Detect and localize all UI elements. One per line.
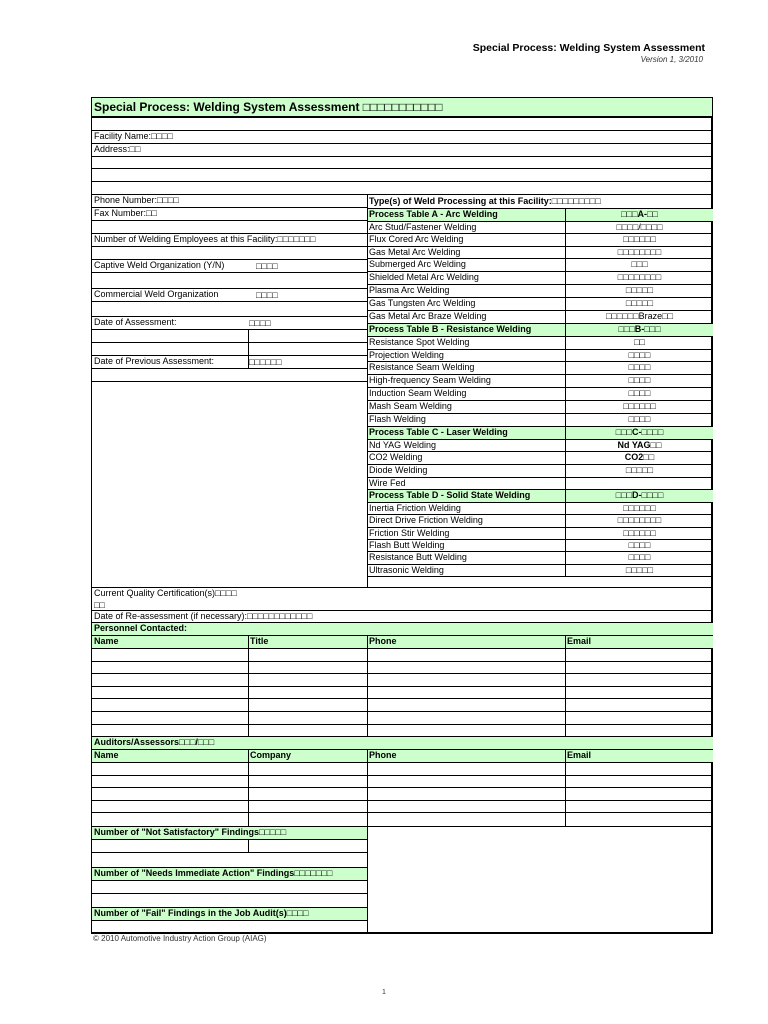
h-rule <box>92 622 713 623</box>
h-rule <box>92 143 713 144</box>
h-rule <box>367 233 713 234</box>
date-assessment-label: Date of Assessment: <box>94 317 177 327</box>
commercial-label: Commercial Weld Organization <box>94 289 219 299</box>
process-name-cn: □□□D-□□□□ <box>615 490 664 500</box>
process-name[interactable]: Direct Drive Friction Welding <box>369 515 483 525</box>
auditors-col-name: Name <box>92 749 248 762</box>
v-rule <box>565 208 566 576</box>
h-rule <box>92 762 713 763</box>
process-name-cn: □□□ <box>631 259 648 269</box>
h-rule <box>92 355 367 356</box>
h-rule <box>92 220 367 221</box>
process-name-cn: □□ <box>634 337 645 347</box>
h-rule <box>367 349 713 350</box>
process-name-cn: □□□□ <box>628 375 651 385</box>
h-rule <box>92 368 367 369</box>
h-rule <box>92 736 713 737</box>
process-name-cn: □□□□ <box>628 540 651 550</box>
h-rule <box>92 635 713 636</box>
v-rule <box>248 749 249 826</box>
h-rule <box>367 271 713 272</box>
page-header-title: Special Process: Welding System Assessment <box>472 42 705 54</box>
address-field[interactable]: Address:□□ <box>94 144 141 154</box>
copyright: © 2010 Automotive Industry Action Group (AIAG) <box>93 934 267 943</box>
date-previous-label: Date of Previous Assessment: <box>94 356 215 366</box>
h-rule <box>92 749 713 750</box>
h-rule <box>92 686 713 687</box>
h-rule <box>92 117 713 118</box>
h-rule <box>92 920 367 921</box>
auditor-cell[interactable] <box>92 812 248 824</box>
h-rule <box>92 233 367 234</box>
process-name-cn: □□□□□□□□ <box>617 247 662 257</box>
h-rule <box>367 464 713 465</box>
personnel-col-phone: Phone <box>367 635 565 648</box>
h-rule <box>367 413 713 414</box>
personnel-cell[interactable] <box>92 724 248 736</box>
h-rule <box>367 514 713 515</box>
personnel-cell[interactable] <box>248 648 367 660</box>
h-rule <box>92 839 367 840</box>
auditor-cell[interactable] <box>248 812 367 824</box>
h-rule <box>367 439 713 440</box>
auditors-heading: Auditors/Assessors□□□/□□□ <box>92 736 713 749</box>
personnel-col-title: Title <box>248 635 367 648</box>
h-rule <box>92 181 713 182</box>
h-rule <box>92 610 713 611</box>
process-name[interactable]: Friction Stir Welding <box>369 528 450 538</box>
process-name[interactable]: Mash Seam Welding <box>369 401 452 411</box>
auditor-cell[interactable] <box>565 800 713 812</box>
h-rule <box>92 194 713 195</box>
process-name[interactable]: Submerged Arc Welding <box>369 259 466 269</box>
process-name-cn: □□□□ <box>628 388 651 398</box>
personnel-heading: Personnel Contacted: <box>92 622 713 635</box>
v-rule <box>248 329 249 368</box>
h-rule <box>92 852 367 853</box>
findings-input[interactable] <box>92 839 367 852</box>
h-rule <box>367 502 713 503</box>
h-rule <box>92 168 713 169</box>
process-name-cn: Nd YAG□□ <box>617 440 662 450</box>
h-rule <box>92 342 367 343</box>
h-rule <box>92 880 367 881</box>
h-rule <box>367 374 713 375</box>
process-table-title: Process Table C - Laser Welding <box>369 427 508 437</box>
process-name[interactable]: Shielded Metal Arc Welding <box>369 272 479 282</box>
personnel-cell[interactable] <box>565 648 713 660</box>
h-rule <box>92 698 713 699</box>
h-rule <box>367 576 713 577</box>
page-number: 1 <box>382 989 386 996</box>
h-rule <box>92 246 367 247</box>
h-rule <box>367 564 713 565</box>
h-rule <box>92 130 713 131</box>
process-name[interactable]: Resistance Spot Welding <box>369 337 470 347</box>
personnel-cell[interactable] <box>565 711 713 723</box>
auditor-cell[interactable] <box>367 812 565 824</box>
h-rule <box>367 310 713 311</box>
reassessment-field[interactable]: Date of Re-assessment (if necessary):□□□□□□□□□□□□ <box>94 611 313 621</box>
auditors-col-email: Email <box>565 749 713 762</box>
process-name[interactable]: Gas Metal Arc Welding <box>369 247 461 257</box>
captive-label: Captive Weld Organization (Y/N) <box>94 260 225 270</box>
personnel-col-name: Name <box>92 635 248 648</box>
process-name-cn: □□□□□□ <box>623 234 656 244</box>
auditor-cell[interactable] <box>367 775 565 787</box>
h-rule <box>92 587 713 588</box>
personnel-cell[interactable] <box>565 698 713 710</box>
not-satisfactory-label: Number of "Not Satisfactory" Findings□□□□□ <box>92 826 367 839</box>
personnel-cell[interactable] <box>92 686 248 698</box>
h-rule <box>92 724 713 725</box>
process-table-title: Process Table D - Solid State Welding <box>369 490 531 500</box>
auditor-cell[interactable] <box>92 800 248 812</box>
facility-name-field[interactable]: Facility Name:□□□□ <box>94 131 173 141</box>
fax-field[interactable]: Fax Number:□□ <box>94 208 157 218</box>
process-name-cn: □□□□□□ <box>623 401 656 411</box>
process-name[interactable]: High-frequency Seam Welding <box>369 375 491 385</box>
process-name[interactable]: Diode Welding <box>369 465 428 475</box>
h-rule <box>367 284 713 285</box>
auditor-cell[interactable] <box>248 762 367 774</box>
process-name[interactable]: Flash Butt Welding <box>369 540 445 550</box>
personnel-cell[interactable] <box>92 711 248 723</box>
h-rule <box>92 826 367 827</box>
personnel-cell[interactable] <box>565 661 713 673</box>
h-rule <box>367 426 713 427</box>
h-rule <box>367 246 713 247</box>
auditor-cell[interactable] <box>92 787 248 799</box>
personnel-cell[interactable] <box>248 673 367 685</box>
process-name-cn: □□□□ <box>628 350 651 360</box>
process-name-cn: □□□□□□ <box>623 503 656 513</box>
personnel-cell[interactable] <box>367 661 565 673</box>
process-name-cn: □□□□□□Braze□□ <box>606 311 673 321</box>
v-rule <box>367 635 368 736</box>
personnel-cell[interactable] <box>367 724 565 736</box>
certification-field[interactable]: Current Quality Certification(s)□□□□ <box>94 588 237 598</box>
process-table-title: Process Table B - Resistance Welding <box>369 324 532 334</box>
personnel-cell[interactable] <box>248 698 367 710</box>
auditor-cell[interactable] <box>248 775 367 787</box>
personnel-cell[interactable] <box>367 698 565 710</box>
personnel-col-email: Email <box>565 635 713 648</box>
h-rule <box>367 477 713 478</box>
process-name[interactable]: Wire Fed <box>369 478 406 488</box>
process-name[interactable]: Flash Welding <box>369 414 426 424</box>
h-rule <box>92 812 713 813</box>
employees-field[interactable]: Number of Welding Employees at this Facility:□□□□□□□ <box>94 234 316 244</box>
h-rule <box>367 361 713 362</box>
personnel-cell[interactable] <box>92 648 248 660</box>
v-rule <box>248 839 249 852</box>
auditor-cell[interactable] <box>367 762 565 774</box>
fail-findings-label: Number of "Fail" Findings in the Job Audit(s)□□□□ <box>92 907 367 920</box>
h-rule <box>92 272 367 273</box>
v-rule <box>248 635 249 736</box>
process-table-title: Process Table A - Arc Welding <box>369 209 498 219</box>
process-name[interactable]: Nd YAG Welding <box>369 440 437 450</box>
h-rule <box>92 907 367 908</box>
form-title: Special Process: Welding System Assessment □□□□□□□□□□□ <box>91 97 713 117</box>
v-rule <box>565 635 566 736</box>
process-name-cn: □□□□□ <box>625 298 654 308</box>
auditor-cell[interactable] <box>565 787 713 799</box>
personnel-cell[interactable] <box>248 711 367 723</box>
personnel-cell[interactable] <box>92 661 248 673</box>
v-rule <box>367 826 368 934</box>
h-rule <box>92 316 367 317</box>
h-rule <box>367 451 713 452</box>
process-name-cn: □□□□□□□□ <box>617 272 662 282</box>
h-rule <box>367 387 713 388</box>
process-name[interactable]: Ultrasonic Welding <box>369 565 444 575</box>
h-rule <box>367 489 713 490</box>
h-rule <box>92 711 713 712</box>
auditor-cell[interactable] <box>248 800 367 812</box>
date-previous-label-cn: □□□□□□ <box>249 357 282 367</box>
process-name-cn: □□□A-□□ <box>621 209 658 219</box>
h-rule <box>367 527 713 528</box>
process-name-cn: □□□□/□□□□ <box>616 222 663 232</box>
captive-label-cn: □□□□ <box>256 261 278 271</box>
findings-input[interactable] <box>92 880 367 893</box>
findings-input[interactable] <box>92 920 367 933</box>
h-rule <box>92 893 367 894</box>
h-rule <box>367 208 713 209</box>
h-rule <box>92 259 367 260</box>
h-rule <box>92 329 367 330</box>
process-name-cn: □□□C-□□□□ <box>615 427 664 437</box>
auditor-cell[interactable] <box>367 800 565 812</box>
personnel-cell[interactable] <box>92 698 248 710</box>
process-name[interactable]: Gas Metal Arc Braze Welding <box>369 311 487 321</box>
date-assessment-label-cn: □□□□ <box>249 318 271 328</box>
needs-immediate-label: Number of "Needs Immediate Action" Findings□□□□□□□ <box>92 867 367 880</box>
personnel-cell[interactable] <box>565 724 713 736</box>
process-name[interactable]: Induction Seam Welding <box>369 388 467 398</box>
auditor-cell[interactable] <box>92 775 248 787</box>
auditor-cell[interactable] <box>565 762 713 774</box>
process-name-cn: □□□B-□□□ <box>618 324 661 334</box>
page-header-version: Version 1, 3/2010 <box>640 55 703 64</box>
process-name-cn: □□□□□□ <box>623 528 656 538</box>
h-rule <box>92 648 713 649</box>
process-name[interactable]: Inertia Friction Welding <box>369 503 461 513</box>
personnel-cell[interactable] <box>367 673 565 685</box>
process-name[interactable]: Gas Tungsten Arc Welding <box>369 298 476 308</box>
h-rule <box>92 288 367 289</box>
commercial-label-cn: □□□□ <box>256 290 278 300</box>
process-name-cn: □□□□□□□□ <box>617 515 662 525</box>
auditor-cell[interactable] <box>248 787 367 799</box>
auditor-cell[interactable] <box>92 762 248 774</box>
auditors-col-phone: Phone <box>367 749 565 762</box>
process-name[interactable]: Projection Welding <box>369 350 444 360</box>
h-rule <box>92 156 713 157</box>
h-rule <box>92 787 713 788</box>
certification-field-cont: □□ <box>94 600 105 610</box>
personnel-cell[interactable] <box>367 648 565 660</box>
process-name-cn: CO2□□ <box>624 452 655 462</box>
h-rule <box>92 800 713 801</box>
process-name-cn: □□□□ <box>628 362 651 372</box>
process-name-cn: □□□□□ <box>625 285 654 295</box>
personnel-cell[interactable] <box>248 686 367 698</box>
v-rule <box>367 749 368 826</box>
v-rule <box>367 194 368 587</box>
personnel-cell[interactable] <box>248 661 367 673</box>
process-name[interactable]: Flux Cored Arc Welding <box>369 234 464 244</box>
personnel-cell[interactable] <box>565 686 713 698</box>
process-name[interactable]: Plasma Arc Welding <box>369 285 450 295</box>
personnel-cell[interactable] <box>248 724 367 736</box>
process-name[interactable]: CO2 Welding <box>369 452 423 462</box>
auditor-cell[interactable] <box>565 812 713 824</box>
personnel-cell[interactable] <box>367 686 565 698</box>
h-rule <box>92 673 713 674</box>
h-rule <box>367 258 713 259</box>
h-rule <box>367 539 713 540</box>
h-rule <box>367 221 713 222</box>
h-rule <box>92 207 367 208</box>
h-rule <box>367 551 713 552</box>
h-rule <box>367 336 713 337</box>
auditor-cell[interactable] <box>367 787 565 799</box>
h-rule <box>92 867 367 868</box>
personnel-cell[interactable] <box>565 673 713 685</box>
personnel-cell[interactable] <box>367 711 565 723</box>
h-rule <box>92 301 367 302</box>
h-rule <box>367 400 713 401</box>
h-rule <box>367 297 713 298</box>
h-rule <box>92 381 367 382</box>
process-name[interactable]: Resistance Seam Welding <box>369 362 475 372</box>
process-name-cn: □□□□□ <box>625 465 654 475</box>
v-rule <box>565 749 566 826</box>
process-name[interactable]: Resistance Butt Welding <box>369 552 467 562</box>
process-name-cn: □□□□□ <box>625 565 654 575</box>
h-rule <box>367 323 713 324</box>
process-name-cn: □□□□ <box>628 414 651 424</box>
process-name-cn: □□□□ <box>628 552 651 562</box>
auditors-col-company: Company <box>248 749 367 762</box>
auditor-cell[interactable] <box>565 775 713 787</box>
h-rule <box>92 661 713 662</box>
weld-types-heading: Type(s) of Weld Processing at this Facility:□□□□□□□□□ <box>369 196 601 206</box>
h-rule <box>92 775 713 776</box>
phone-field[interactable]: Phone Number:□□□□ <box>94 195 179 205</box>
process-name[interactable]: Arc Stud/Fastener Welding <box>369 222 477 232</box>
personnel-cell[interactable] <box>92 673 248 685</box>
process-name-cn <box>566 477 713 489</box>
